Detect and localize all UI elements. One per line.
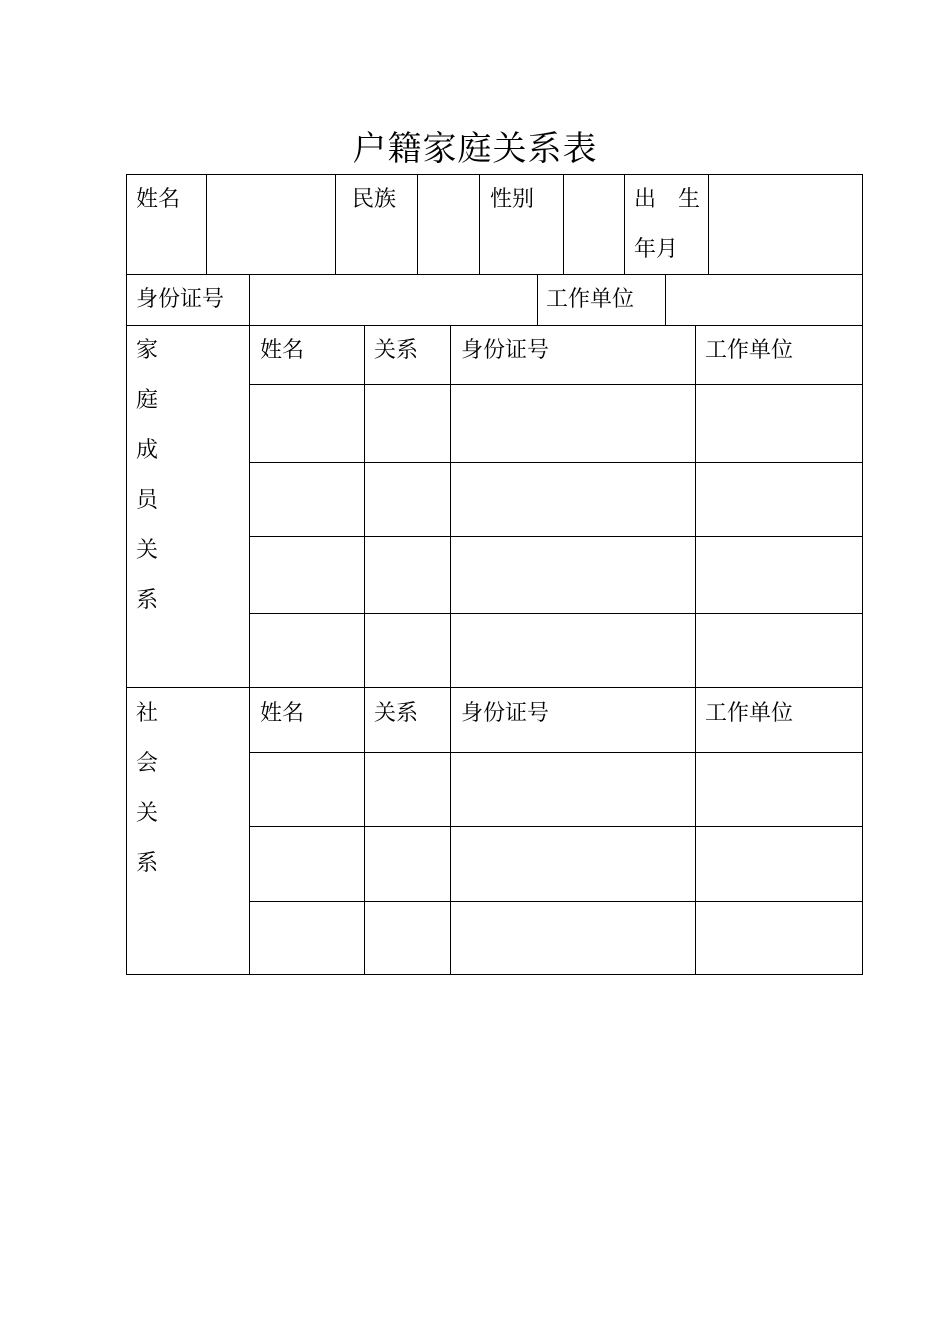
row1-divider bbox=[624, 174, 625, 274]
family-table-row[interactable] bbox=[250, 537, 862, 613]
birth-date-label: 年月 bbox=[634, 237, 679, 262]
gender-field[interactable] bbox=[564, 175, 624, 274]
social-header-id-number: 身份证号 bbox=[461, 701, 550, 726]
family-table-row[interactable] bbox=[250, 614, 862, 687]
name-label: 姓名 bbox=[136, 187, 181, 212]
row-divider bbox=[126, 325, 863, 326]
social-header-name: 姓名 bbox=[260, 701, 305, 726]
form-title: 户籍家庭关系表 bbox=[352, 129, 598, 169]
ethnicity-label: 民族 bbox=[352, 187, 397, 212]
gender-label: 性别 bbox=[490, 187, 535, 212]
family-header-work-unit: 工作单位 bbox=[705, 338, 794, 363]
social-section-label: 系 bbox=[136, 851, 159, 876]
social-header-relation: 关系 bbox=[374, 701, 419, 726]
family-section-label: 关 bbox=[136, 538, 159, 563]
family-section-label: 员 bbox=[136, 488, 159, 513]
social-table-row[interactable] bbox=[250, 753, 862, 826]
work-unit-label: 工作单位 bbox=[546, 287, 635, 312]
table-border-right bbox=[862, 174, 863, 975]
family-table-row[interactable] bbox=[250, 385, 862, 462]
social-table-row[interactable] bbox=[250, 902, 862, 974]
family-header-relation: 关系 bbox=[374, 338, 419, 363]
social-header-work-unit: 工作单位 bbox=[705, 701, 794, 726]
id-number-label: 身份证号 bbox=[136, 287, 225, 312]
family-section-label: 系 bbox=[136, 588, 159, 613]
row1-divider bbox=[479, 174, 480, 274]
row2-divider bbox=[537, 274, 538, 325]
row1-divider bbox=[335, 174, 336, 274]
family-header-id-number: 身份证号 bbox=[461, 338, 550, 363]
table-border-left bbox=[126, 174, 127, 975]
ethnicity-field[interactable] bbox=[418, 175, 479, 274]
family-table-row[interactable] bbox=[250, 463, 862, 536]
birth-date-label: 出 生 bbox=[634, 187, 701, 212]
family-section-label: 庭 bbox=[136, 388, 159, 413]
social-section-label: 会 bbox=[136, 751, 159, 776]
id-number-field[interactable] bbox=[250, 275, 537, 325]
family-header-name: 姓名 bbox=[260, 338, 305, 363]
name-field[interactable] bbox=[207, 175, 335, 274]
social-section-label: 社 bbox=[136, 701, 159, 726]
social-table-row[interactable] bbox=[250, 827, 862, 901]
social-section-label: 关 bbox=[136, 801, 159, 826]
work-unit-field[interactable] bbox=[666, 275, 862, 325]
family-section-label: 家 bbox=[136, 338, 159, 363]
birth-date-field[interactable] bbox=[709, 175, 862, 274]
table-border-bottom bbox=[126, 974, 863, 975]
section-divider bbox=[126, 687, 863, 688]
family-section-label: 成 bbox=[136, 438, 159, 463]
